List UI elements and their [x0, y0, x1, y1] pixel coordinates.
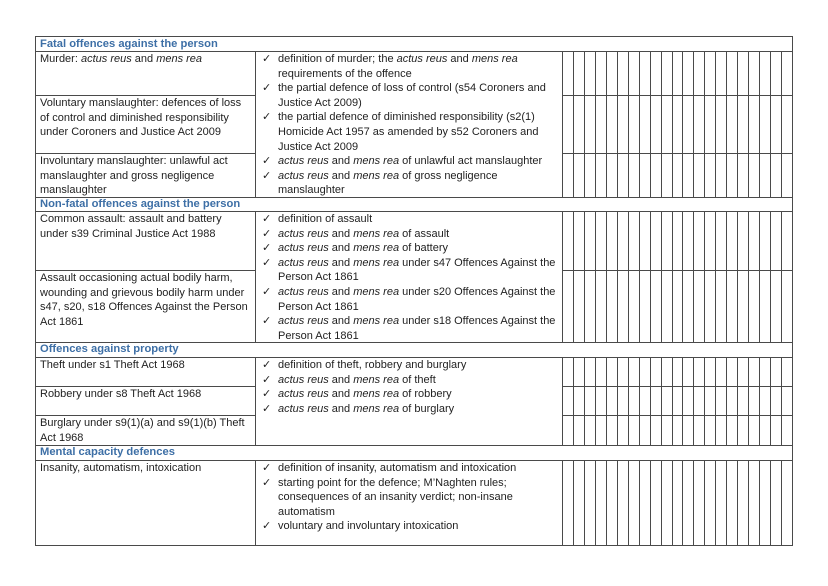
tracking-column-divider	[650, 51, 651, 197]
checklist-item-text	[278, 170, 498, 197]
text-segment: Burglary under s9(1)(a) and s9(1)(b) Theft Act 1968	[40, 417, 245, 444]
italic-term: mens rea	[156, 53, 203, 65]
column-divider	[562, 357, 563, 445]
italic-term: actus reus	[278, 285, 329, 298]
checklist-item	[258, 387, 558, 402]
text-segment: and	[328, 256, 354, 269]
text-segment: starting point for the defence; M’Naghten rules; consequences of an insanity verdict; non-insane automatism	[278, 476, 513, 518]
section-heading: Offences against property	[40, 343, 179, 355]
check-icon: ✓	[262, 213, 272, 225]
text-segment: and	[328, 285, 354, 298]
checklist-cell	[258, 52, 558, 198]
checklist-cell	[258, 461, 558, 534]
check-icon: ✓	[262, 53, 272, 65]
text-segment: and	[328, 227, 354, 240]
text-segment: the partial defence of diminished responsibility (s2(1) Homicide Act 1957 as amended by s52 Coroners and Justice Act 2009	[278, 111, 539, 153]
topic-cell	[40, 416, 252, 445]
tracking-column-divider	[770, 51, 771, 197]
text-segment: and	[328, 155, 354, 168]
topic-cell	[40, 358, 252, 373]
tracking-column-divider	[726, 51, 727, 197]
text-segment: Robbery under s8 Theft Act 1968	[40, 388, 202, 400]
checklist-item	[258, 519, 558, 534]
italic-term: actus reus	[278, 315, 329, 328]
check-icon: ✓	[262, 373, 272, 386]
tracking-column-divider	[693, 460, 694, 546]
tracking-column-divider	[606, 211, 607, 342]
italic-term: mens rea	[353, 402, 400, 415]
tracking-column-divider	[682, 211, 683, 342]
check-icon: ✓	[262, 227, 272, 240]
tracking-column-divider	[759, 211, 760, 342]
checklist-item	[258, 461, 558, 476]
row-divider	[562, 270, 792, 271]
tracking-column-divider	[628, 357, 629, 445]
row-divider	[562, 415, 792, 416]
check-icon: ✓	[262, 520, 272, 533]
checklist-item	[258, 285, 558, 314]
italic-term: actus reus	[278, 242, 329, 255]
check-icon: ✓	[262, 169, 272, 182]
tracking-column-divider	[748, 51, 749, 197]
tracking-column-divider	[748, 357, 749, 445]
text-segment: of burglary	[399, 402, 455, 415]
text-segment: under s18 Offences Against the Person Act 1861	[278, 315, 556, 342]
italic-term: mens rea	[353, 256, 400, 269]
text-segment: definition of theft, robbery and burglary	[278, 359, 467, 371]
row-divider	[36, 342, 792, 343]
tracking-column-divider	[661, 51, 662, 197]
row-divider	[562, 95, 792, 96]
text-segment: under s47 Offences Against the Person Act 1861	[278, 256, 556, 284]
tracking-column-divider	[606, 51, 607, 197]
tracking-column-divider	[737, 357, 738, 445]
text-segment: Insanity, automatism, intoxication	[40, 462, 202, 474]
checklist-item-text	[278, 53, 518, 80]
topic-cell	[40, 96, 252, 140]
text-segment: and	[328, 402, 354, 415]
tracking-column-divider	[748, 460, 749, 546]
tracking-column-divider	[606, 357, 607, 445]
tracking-column-divider	[715, 51, 716, 197]
tracking-column-divider	[748, 211, 749, 342]
checklist-item-text	[278, 286, 555, 313]
text-segment: and	[328, 373, 354, 386]
italic-term: actus reus	[278, 402, 329, 415]
check-icon: ✓	[262, 82, 272, 95]
row-divider	[562, 153, 792, 154]
text-segment: the partial defence of loss of control (s54 Coroners and Justice Act 2009)	[278, 82, 546, 109]
column-divider	[255, 357, 256, 445]
check-icon: ✓	[262, 388, 272, 401]
row-divider	[36, 197, 792, 198]
text-segment: Involuntary manslaughter: unlawful act manslaughter and gross negligence manslaughter	[40, 155, 228, 197]
tracking-column-divider	[573, 51, 574, 197]
italic-term: mens rea	[471, 53, 518, 65]
check-icon: ✓	[262, 155, 272, 168]
tracking-column-divider	[781, 357, 782, 445]
tracking-column-divider	[737, 211, 738, 342]
checklist-item	[258, 358, 558, 373]
text-segment: definition of murder; the	[278, 53, 397, 65]
tracking-column-divider	[704, 460, 705, 546]
italic-term: mens rea	[353, 155, 400, 168]
tracking-column-divider	[693, 51, 694, 197]
checklist-item-text	[278, 388, 452, 400]
check-icon: ✓	[262, 315, 272, 328]
row-divider	[562, 386, 792, 387]
tracking-column-divider	[573, 460, 574, 546]
tracking-column-divider	[682, 460, 683, 546]
column-divider	[255, 211, 256, 342]
check-icon: ✓	[262, 359, 272, 371]
tracking-column-divider	[759, 460, 760, 546]
tracking-column-divider	[770, 211, 771, 342]
text-segment: Common assault: assault and battery under s39 Criminal Justice Act 1988	[40, 213, 222, 240]
text-segment: of assault	[399, 227, 450, 240]
italic-term: actus reus	[278, 155, 329, 168]
tracking-column-divider	[584, 460, 585, 546]
tracking-column-divider	[573, 357, 574, 445]
checklist-item-text	[278, 477, 513, 518]
check-icon: ✓	[262, 242, 272, 255]
italic-term: mens rea	[353, 388, 400, 401]
tracking-column-divider	[781, 460, 782, 546]
tracking-column-divider	[693, 211, 694, 342]
checklist-item	[258, 169, 558, 198]
italic-term: actus reus	[396, 53, 448, 65]
text-segment: of battery	[399, 242, 448, 255]
text-segment: and	[328, 242, 354, 255]
tracking-column-divider	[661, 211, 662, 342]
text-segment: definition of insanity, automatism and intoxication	[278, 462, 517, 474]
tracking-column-divider	[617, 357, 618, 445]
text-segment: under s20 Offences Against the Person Act 1861	[278, 285, 556, 313]
tracking-column-divider	[770, 357, 771, 445]
tracking-column-divider	[715, 357, 716, 445]
topic-cell	[40, 461, 252, 476]
text-segment: and	[131, 53, 157, 65]
tracking-column-divider	[704, 51, 705, 197]
tracking-column-divider	[595, 51, 596, 197]
tracking-column-divider	[617, 51, 618, 197]
checklist-cell	[258, 212, 558, 343]
checklist-item	[258, 227, 558, 242]
tracking-column-divider	[726, 211, 727, 342]
text-segment: Voluntary manslaughter: defences of loss of control and diminished responsibility under Coroners and Justice Act 2009	[40, 97, 242, 139]
column-divider	[562, 211, 563, 342]
checklist-item-text	[278, 462, 516, 474]
check-icon: ✓	[262, 111, 272, 124]
tracking-column-divider	[584, 357, 585, 445]
tracking-column-divider	[759, 357, 760, 445]
tracking-column-divider	[639, 211, 640, 342]
checklist-item	[258, 241, 558, 256]
italic-term: actus reus	[278, 256, 329, 269]
tracking-column-divider	[715, 211, 716, 342]
tracking-column-divider	[726, 460, 727, 546]
topic-cell	[40, 271, 252, 329]
italic-term: actus reus	[278, 227, 329, 240]
tracking-column-divider	[682, 357, 683, 445]
tracking-column-divider	[650, 357, 651, 445]
tracking-column-divider	[617, 460, 618, 546]
text-segment: requirements of the offence	[278, 67, 412, 80]
checklist-item	[258, 314, 558, 343]
tracking-column-divider	[606, 460, 607, 546]
text-segment: Murder:	[40, 53, 81, 65]
checklist-item-text	[278, 82, 546, 109]
checklist-item-text	[278, 155, 542, 167]
tracking-column-divider	[737, 460, 738, 546]
column-divider	[562, 51, 563, 197]
tracking-column-divider	[672, 460, 673, 546]
italic-term: mens rea	[353, 227, 400, 240]
topic-cell	[40, 212, 252, 241]
tracking-column-divider	[693, 357, 694, 445]
checklist-cell	[258, 358, 558, 416]
tracking-column-divider	[770, 460, 771, 546]
tracking-column-divider	[781, 211, 782, 342]
tracking-column-divider	[595, 460, 596, 546]
tracking-column-divider	[639, 460, 640, 546]
italic-term: actus reus	[80, 53, 132, 65]
tracking-column-divider	[781, 51, 782, 197]
checklist-item-text	[278, 257, 555, 284]
checklist-item-text	[278, 242, 448, 254]
text-segment: and	[328, 169, 354, 182]
tracking-column-divider	[715, 460, 716, 546]
section-heading: Mental capacity defences	[40, 446, 175, 458]
text-segment: Theft under s1 Theft Act 1968	[40, 359, 185, 371]
italic-term: mens rea	[353, 242, 400, 255]
check-icon: ✓	[262, 285, 272, 298]
row-divider	[36, 445, 792, 446]
checklist-item	[258, 212, 558, 227]
checklist-item	[258, 52, 558, 81]
checklist-item	[258, 476, 558, 520]
check-icon: ✓	[262, 462, 272, 474]
section-heading: Non-fatal offences against the person	[40, 198, 241, 210]
tracking-column-divider	[595, 211, 596, 342]
checklist-item	[258, 256, 558, 285]
checklist-item-text	[278, 374, 436, 386]
italic-term: actus reus	[278, 388, 329, 401]
check-icon: ✓	[262, 402, 272, 415]
tracking-column-divider	[628, 51, 629, 197]
tracking-column-divider	[650, 211, 651, 342]
column-divider	[255, 51, 256, 197]
text-segment: Assault occasioning actual bodily harm, wounding and grievous bodily harm under s47, s20, s18 Offences Against the Person Act 1861	[40, 272, 248, 328]
tracking-column-divider	[704, 211, 705, 342]
text-segment: definition of assault	[278, 213, 373, 225]
text-segment: and	[328, 388, 354, 401]
italic-term: actus reus	[278, 373, 329, 386]
tracking-column-divider	[682, 51, 683, 197]
tracking-column-divider	[584, 51, 585, 197]
tracking-column-divider	[639, 51, 640, 197]
tracking-column-divider	[628, 211, 629, 342]
tracking-column-divider	[704, 357, 705, 445]
checklist-item	[258, 81, 558, 110]
column-divider	[562, 460, 563, 546]
tracking-column-divider	[661, 357, 662, 445]
checklist-item-text	[278, 359, 466, 371]
tracking-column-divider	[639, 357, 640, 445]
checklist-item-text	[278, 228, 449, 240]
revision-checklist-table	[35, 36, 793, 546]
section-heading: Fatal offences against the person	[40, 38, 218, 50]
topic-cell	[40, 154, 252, 198]
tracking-column-divider	[737, 51, 738, 197]
italic-term: mens rea	[353, 169, 400, 182]
tracking-column-divider	[672, 51, 673, 197]
checklist-item	[258, 110, 558, 154]
tracking-column-divider	[584, 211, 585, 342]
column-divider	[255, 460, 256, 546]
tracking-column-divider	[628, 460, 629, 546]
tracking-column-divider	[672, 211, 673, 342]
checklist-item-text	[278, 520, 458, 532]
tracking-column-divider	[595, 357, 596, 445]
checklist-item-text	[278, 111, 539, 152]
topic-cell	[40, 387, 252, 402]
checklist-item-text	[278, 315, 555, 342]
tracking-column-divider	[573, 211, 574, 342]
text-segment: of theft	[399, 373, 436, 386]
text-segment: and	[447, 53, 472, 65]
check-icon: ✓	[262, 256, 272, 269]
check-icon: ✓	[262, 476, 272, 489]
tracking-column-divider	[617, 211, 618, 342]
checklist-item	[258, 373, 558, 388]
italic-term: mens rea	[353, 315, 400, 328]
italic-term: mens rea	[353, 285, 400, 298]
checklist-item	[258, 154, 558, 169]
tracking-column-divider	[650, 460, 651, 546]
tracking-column-divider	[759, 51, 760, 197]
text-segment: of unlawful act manslaughter	[399, 155, 543, 168]
italic-term: mens rea	[353, 373, 400, 386]
text-segment: voluntary and involuntary intoxication	[278, 520, 459, 533]
text-segment: and	[328, 315, 354, 328]
tracking-column-divider	[672, 357, 673, 445]
checklist-item-text	[278, 213, 372, 225]
italic-term: actus reus	[278, 169, 329, 182]
tracking-column-divider	[726, 357, 727, 445]
text-segment: of robbery	[399, 388, 452, 401]
topic-cell	[40, 52, 252, 67]
checklist-item-text	[278, 403, 454, 415]
tracking-column-divider	[661, 460, 662, 546]
text-segment: of gross negligence manslaughter	[278, 169, 498, 197]
checklist-item	[258, 402, 558, 417]
